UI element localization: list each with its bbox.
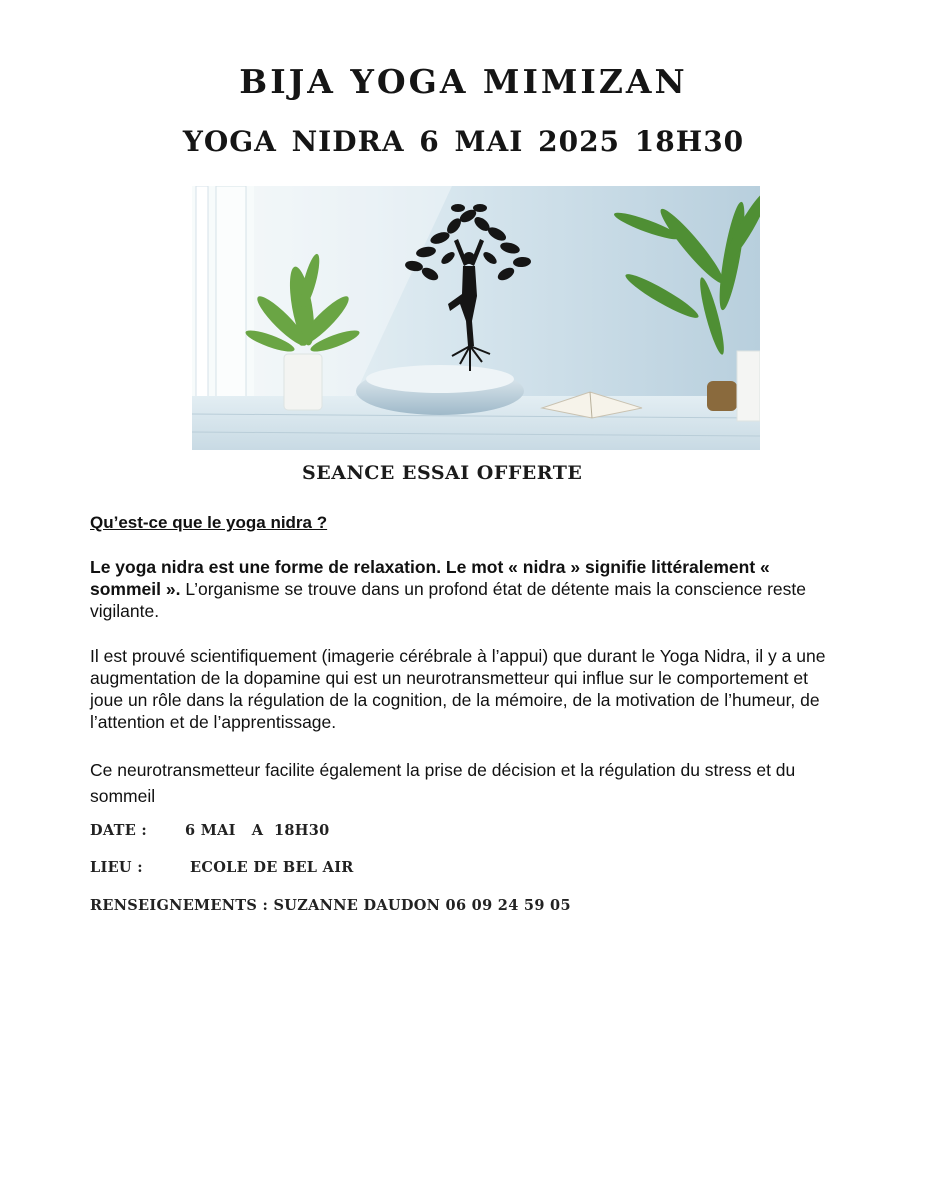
- page-title: BIJA YOGA MIMIZAN: [239, 62, 688, 101]
- intro-rest-text: L’organisme se trouve dans un profond état de détente mais la conscience reste vigilante.: [90, 579, 806, 621]
- intro-bold-text: Le yoga nidra est une forme de relaxation. Le mot « nidra » signifie littéralement « sommeil ».: [90, 557, 770, 599]
- date-label: DATE :: [90, 822, 148, 839]
- place-line: [90, 859, 354, 876]
- benefit-paragraph: Ce neurotransmetteur facilite également la prise de décision et la régulation du stress et du sommeil: [90, 760, 796, 806]
- event-subtitle: YOGA NIDRA 6 MAI 2025 18H30: [182, 125, 745, 158]
- science-paragraph: Il est prouvé scientifiquement (imagerie cérébrale à l’appui) que durant le Yoga Nidra, il y a une augmentation de la dopamine qui est un neurotransmetteur qui influe sur le comportement et joue un rôle dans la régulation de la cognition, de la mémoire, de la motivation de l’humeur, de l’attention et de l’apprentissage.: [90, 646, 826, 732]
- place-label: LIEU :: [90, 859, 143, 876]
- date-line: [90, 822, 330, 839]
- section-heading: Qu’est-ce que le yoga nidra ?: [90, 513, 328, 532]
- contact-line: RENSEIGNEMENTS : SUZANNE DAUDON 06 09 24 59 05: [90, 897, 571, 914]
- yoga-room-illustration: [192, 186, 760, 450]
- intro-paragraph: [90, 556, 830, 622]
- free-trial-offer: SEANCE ESSAI OFFERTE: [302, 462, 583, 484]
- place-value: ECOLE DE BEL AIR: [190, 859, 354, 876]
- date-value: 6 MAI A 18H30: [185, 822, 330, 839]
